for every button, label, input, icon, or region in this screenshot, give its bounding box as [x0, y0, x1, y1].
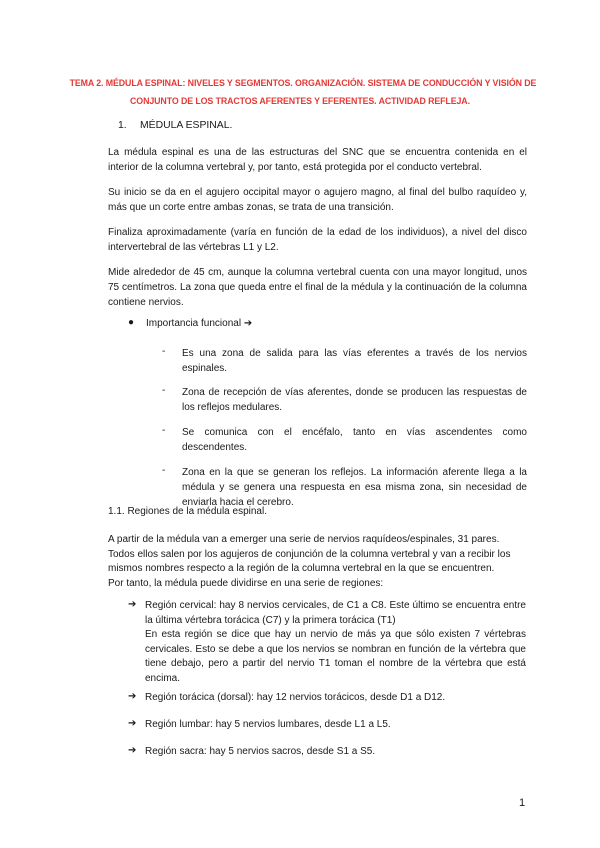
region-text: Región cervical: hay 8 nervios cervicales, de C1 a C8. Este último se encuentra entre la última vértebra torácica (C7) y la primera torácica (T1)	[145, 600, 526, 626]
section-number: 1.	[118, 120, 127, 131]
paragraph: Finaliza aproximadamente (varía en función de la edad de los individuos), a nivel del disco intervertebral de las vértebras L1 y L2.	[108, 227, 527, 253]
dash-icon: -	[162, 425, 166, 436]
paragraph: La médula espinal es una de las estructuras del SNC que se encuentra contenida en el interior de la columna vertebral y, por tanto, está protegida por el conducto vertebral.	[108, 147, 527, 173]
intro-line: A partir de la médula van a emerger una serie de nervios raquídeos/espinales, 31 pares.	[108, 534, 500, 545]
intro-paragraph	[108, 533, 538, 591]
paragraph: Su inicio se da en el agujero occipital mayor o agujero magno, al final del bulbo raquídeo y, más que un corte entre ambas zonas, se trata de una transición.	[108, 187, 527, 213]
dash-icon: -	[162, 465, 166, 476]
arrow-icon: ➔	[128, 718, 137, 729]
page-number: 1	[519, 797, 526, 809]
list-item-text: Es una zona de salida para las vías eferentes a través de los nervios espinales.	[182, 348, 527, 374]
bullet-label: Importancia funcional ➔	[146, 318, 253, 329]
list-item-text: Se comunica con el encéfalo, tanto en vías ascendentes como descendentes.	[182, 427, 527, 453]
document-title	[69, 74, 537, 110]
intro-line: Todos ellos salen por los agujeros de conjunción de la columna vertebral y van a recibir los	[108, 548, 511, 560]
region-text: Región lumbar: hay 5 nervios lumbares, desde L1 a L5.	[145, 719, 391, 730]
dash-icon: -	[162, 346, 166, 357]
dash-icon: -	[162, 385, 166, 396]
bullet-icon: ●	[128, 317, 135, 328]
title-line-2: CONJUNTO DE LOS TRACTOS AFERENTES Y EFERENTES. ACTIVIDAD REFLEJA.	[130, 96, 470, 106]
paragraph: Mide alrededor de 45 cm, aunque la columna vertebral cuenta con una mayor longitud, unos 75 centímetros. La zona que queda entre el final de la médula y la continuación de la columna contiene nervios.	[108, 267, 527, 308]
region-text: Región sacra: hay 5 nervios sacros, desde S1 a S5.	[145, 746, 376, 757]
section-title: MÉDULA ESPINAL.	[140, 120, 233, 131]
arrow-icon: ➔	[128, 599, 137, 610]
subsection-heading: 1.1. Regiones de la médula espinal.	[108, 506, 267, 517]
region-text: Región torácica (dorsal): hay 12 nervios torácicos, desde D1 a D12.	[145, 692, 446, 703]
list-item-text: Zona en la que se generan los reflejos. La información aferente llega a la médula y se genera una respuesta en esa misma zona, sin necesidad de enviarla hacia el cerebro.	[182, 467, 527, 508]
arrow-icon: ➔	[128, 691, 137, 702]
intro-line: Por tanto, la médula puede dividirse en una serie de regiones:	[108, 577, 384, 589]
list-item-text: Zona de recepción de vías aferentes, donde se producen las respuestas de los reflejos medulares.	[182, 387, 527, 413]
intro-line: mismos nombres respecto a la región de la columna vertebral en la que se encuentren.	[108, 563, 495, 574]
title-line-1: TEMA 2. MÉDULA ESPINAL: NIVELES Y SEGMENTOS. ORGANIZACIÓN. SISTEMA DE CONDUCCIÓN Y VISIÓN DE	[69, 78, 537, 88]
arrow-icon: ➔	[128, 745, 137, 756]
region-note: En esta región se dice que hay un nervio de más ya que sólo existen 7 vértebras cervicales. Esto se debe a que los nervios se nombran en función de la vértebra que tiene debajo, pero a partir del nervio T1 toman el nombre de la vértebra que está encima.	[145, 629, 526, 684]
